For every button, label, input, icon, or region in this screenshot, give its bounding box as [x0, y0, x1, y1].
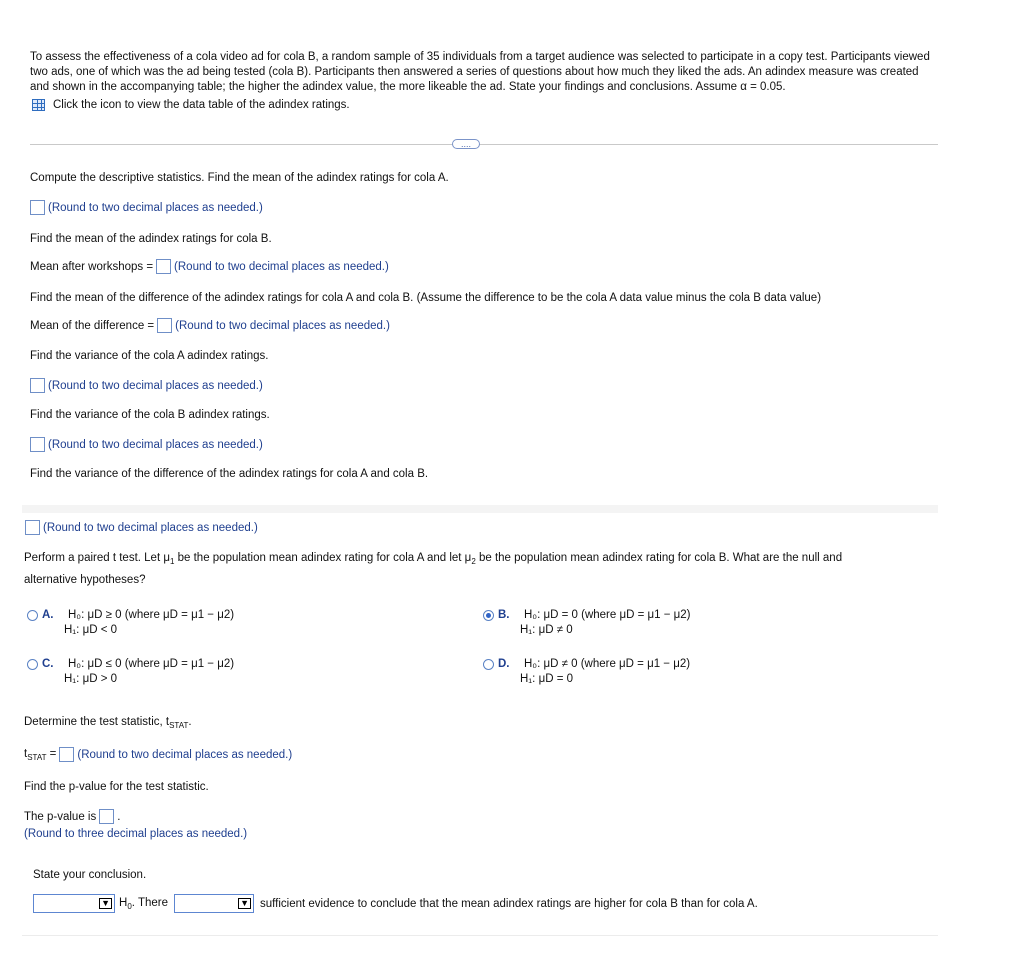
- round-hint-three: (Round to three decimal places as needed.): [24, 828, 248, 840]
- reject-dropdown[interactable]: [33, 894, 115, 913]
- section-separator: [22, 505, 938, 513]
- mean-a-input[interactable]: [30, 200, 45, 215]
- var-a-input[interactable]: [30, 378, 45, 393]
- round-hint: (Round to two decimal places as needed.): [48, 201, 263, 214]
- option-a[interactable]: A. H₀: μD ≥ 0 (where μD = μ1 − μ2) H₁: μD < 0: [27, 609, 234, 636]
- tstat-question: Determine the test statistic, $t_{STAT}$.: [24, 716, 192, 730]
- conclusion-question: State your conclusion.: [33, 869, 147, 881]
- option-d-radio[interactable]: [483, 659, 494, 670]
- round-hint: (Round to two decimal places as needed.): [174, 260, 389, 273]
- tstat-input[interactable]: [59, 747, 74, 762]
- option-d[interactable]: D. H₀: μD ≠ 0 (where μD = μ1 − μ2) H₁: μD = 0: [483, 658, 690, 685]
- option-c[interactable]: C. H₀: μD ≤ 0 (where μD = μ1 − μ2) H₁: μD > 0: [27, 658, 234, 685]
- section-divider: [30, 144, 938, 145]
- more-button[interactable]: ....: [452, 139, 480, 149]
- mean-b-label: Mean after workshops =: [30, 260, 154, 273]
- mean-diff-input[interactable]: [157, 318, 172, 333]
- problem-statement: To assess the effectiveness of a cola video ad for cola B, a random sample of 35 individuals from a target audience was selected to participate in a copy test. Participants viewed two ads, one of which was the ad being tested (cola B). Participants then answered a series of questions about how much they liked the ads. An adindex measure was created and shown in the accompanying table; the higher the adindex value, the more likeable the ad. State your findings and conclusions. Assume α = 0.05.: [30, 51, 930, 93]
- round-hint: (Round to two decimal places as needed.): [48, 379, 263, 392]
- pvalue-input[interactable]: [99, 809, 114, 824]
- question-mean-b: Find the mean of the adindex ratings for cola B.: [30, 233, 272, 245]
- option-a-radio[interactable]: [27, 610, 38, 621]
- option-b-radio[interactable]: [483, 610, 494, 621]
- tstat-label: $t_{STAT}$ =: [24, 747, 57, 762]
- question-mean-diff: Find the mean of the difference of the adindex ratings for cola A and cola B. (Assume the difference to be the cola A data value minus the cola B data value): [30, 292, 822, 304]
- question-mean-a: Compute the descriptive statistics. Find the mean of the adindex ratings for cola A.: [30, 172, 449, 184]
- round-hint: (Round to two decimal places as needed.): [43, 521, 258, 534]
- chevron-down-icon: ▼: [240, 898, 249, 908]
- paired-test-question: Perform a paired t test. Let $\mu_1$ be the population mean adindex rating for cola A and let $\mu_2$ be the population mean adindex rating for cola B. What are the null and alternative hypotheses?: [24, 552, 843, 586]
- mean-diff-label: Mean of the difference =: [30, 319, 155, 332]
- option-b[interactable]: B. H₀: μD = 0 (where μD = μ1 − μ2) H₁: μD ≠ 0: [483, 609, 690, 636]
- evidence-dropdown[interactable]: [174, 894, 254, 913]
- round-hint: (Round to two decimal places as needed.): [77, 748, 293, 761]
- data-table-link-text: Click the icon to view the data table of the adindex ratings.: [53, 99, 350, 111]
- data-table-icon[interactable]: [32, 99, 45, 111]
- var-diff-input[interactable]: [25, 520, 40, 535]
- conclusion-text: sufficient evidence to conclude that the mean adindex ratings are higher for cola B than for cola A.: [260, 897, 758, 910]
- round-hint: (Round to two decimal places as needed.): [175, 319, 390, 332]
- round-hint: (Round to two decimal places as needed.): [48, 438, 263, 451]
- pvalue-label: The p-value is: [24, 810, 97, 823]
- var-b-input[interactable]: [30, 437, 45, 452]
- chevron-down-icon: ▼: [101, 898, 110, 908]
- question-var-b: Find the variance of the cola B adindex ratings.: [30, 409, 270, 421]
- bottom-divider: [22, 935, 938, 936]
- question-var-diff: Find the variance of the difference of the adindex ratings for cola A and cola B.: [30, 468, 429, 480]
- option-c-radio[interactable]: [27, 659, 38, 670]
- mean-b-input[interactable]: [156, 259, 171, 274]
- h0-label: $H_0$. There: [119, 896, 168, 911]
- pvalue-question: Find the p-value for the test statistic.: [24, 781, 209, 793]
- question-var-a: Find the variance of the cola A adindex ratings.: [30, 350, 269, 362]
